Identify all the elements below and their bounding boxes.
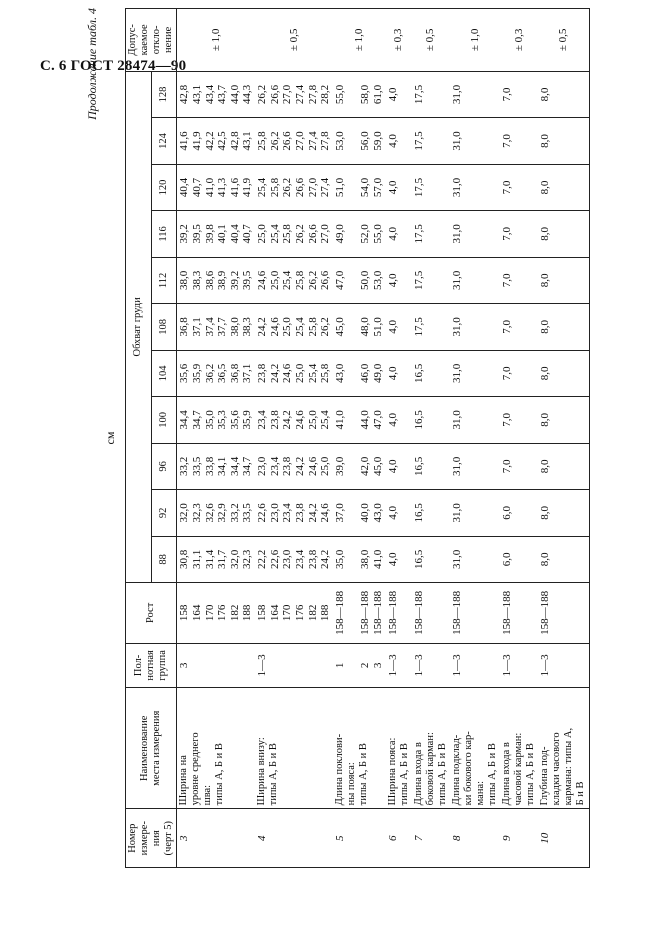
row-tolerance: ± 0,5 bbox=[538, 9, 589, 72]
row-value-100: 34,4 34,7 35,0 35,3 35,6 35,9 bbox=[177, 397, 255, 443]
header-size-88: 88 bbox=[151, 536, 177, 582]
row-value-100: 4,0 bbox=[386, 397, 412, 443]
table-row bbox=[500, 9, 538, 868]
row-name: Ширина на уровне среднего шва: типы А, Б и В bbox=[177, 688, 255, 809]
row-value-104: 43,0 46,0 49,0 bbox=[333, 350, 386, 396]
row-value-128: 55,0 58,0 61,0 bbox=[333, 71, 386, 117]
row-value-88: 8,0 bbox=[538, 536, 589, 582]
row-value-100: 16,5 bbox=[412, 397, 450, 443]
row-group: 3 bbox=[177, 643, 255, 687]
row-value-88: 35,0 38,0 41,0 bbox=[333, 536, 386, 582]
row-value-108: 8,0 bbox=[538, 304, 589, 350]
row-value-108: 4,0 bbox=[386, 304, 412, 350]
row-tolerance: ± 0,3 bbox=[386, 9, 412, 72]
row-value-96: 7,0 bbox=[500, 443, 538, 489]
header-size-108: 108 bbox=[151, 304, 177, 350]
row-value-124: 4,0 bbox=[386, 118, 412, 164]
row-value-100: 23,4 23,8 24,2 24,6 25,0 25,4 bbox=[255, 397, 333, 443]
rotated-table-region bbox=[85, 8, 625, 868]
row-value-120: 40,4 40,7 41,0 41,3 41,6 41,9 bbox=[177, 164, 255, 210]
row-value-88: 6,0 bbox=[500, 536, 538, 582]
row-value-96: 23,0 23,4 23,8 24,2 24,6 25,0 bbox=[255, 443, 333, 489]
row-value-104: 8,0 bbox=[538, 350, 589, 396]
row-value-96: 4,0 bbox=[386, 443, 412, 489]
header-size-92: 92 bbox=[151, 490, 177, 536]
row-value-88: 30,8 31,1 31,4 31,7 32,0 32,3 bbox=[177, 536, 255, 582]
row-number: 6 bbox=[386, 809, 412, 868]
row-name: Ширина внизу: типы А, Б и В bbox=[255, 688, 333, 809]
header-group: Пол- нотная группа bbox=[126, 643, 177, 687]
row-value-120: 25,4 25,8 26,2 26,6 27,0 27,4 bbox=[255, 164, 333, 210]
header-size-128: 128 bbox=[151, 71, 177, 117]
row-value-120: 4,0 bbox=[386, 164, 412, 210]
header-tolerance: Допус- каемое откло- нение bbox=[126, 9, 177, 72]
row-value-128: 17,5 bbox=[412, 71, 450, 117]
table-row bbox=[450, 9, 500, 868]
row-tolerance: ± 1,0 bbox=[450, 9, 500, 72]
row-group: 1—3 bbox=[538, 643, 589, 687]
row-value-112: 31,0 bbox=[450, 257, 500, 303]
header-size-112: 112 bbox=[151, 257, 177, 303]
row-value-116: 25,0 25,4 25,8 26,2 26,6 27,0 bbox=[255, 211, 333, 257]
row-value-108: 31,0 bbox=[450, 304, 500, 350]
row-number: 3 bbox=[177, 809, 255, 868]
row-value-124: 53,0 56,0 59,0 bbox=[333, 118, 386, 164]
row-value-128: 31,0 bbox=[450, 71, 500, 117]
row-value-116: 8,0 bbox=[538, 211, 589, 257]
table-row bbox=[412, 9, 450, 868]
row-number: 4 bbox=[255, 809, 333, 868]
row-value-108: 45,0 48,0 51,0 bbox=[333, 304, 386, 350]
row-number: 8 bbox=[450, 809, 500, 868]
row-name: Длина подклад- ки бокового кар- мана: типы А, Б и В bbox=[450, 688, 500, 809]
row-tolerance: ± 0,3 bbox=[500, 9, 538, 72]
row-value-96: 31,0 bbox=[450, 443, 500, 489]
row-value-128: 42,8 43,1 43,4 43,7 44,0 44,3 bbox=[177, 71, 255, 117]
header-size-100: 100 bbox=[151, 397, 177, 443]
table-row bbox=[386, 9, 412, 868]
row-value-88: 16,5 bbox=[412, 536, 450, 582]
row-value-96: 39,0 42,0 45,0 bbox=[333, 443, 386, 489]
row-value-92: 22,6 23,0 23,4 23,8 24,2 24,6 bbox=[255, 490, 333, 536]
row-value-112: 7,0 bbox=[500, 257, 538, 303]
row-value-104: 7,0 bbox=[500, 350, 538, 396]
row-value-108: 7,0 bbox=[500, 304, 538, 350]
row-value-116: 17,5 bbox=[412, 211, 450, 257]
header-chest: Обхват груди bbox=[126, 71, 152, 582]
header-height: Рост bbox=[126, 583, 177, 644]
row-value-124: 41,6 41,9 42,2 42,5 42,8 43,1 bbox=[177, 118, 255, 164]
row-value-128: 7,0 bbox=[500, 71, 538, 117]
row-group: 1—3 bbox=[386, 643, 412, 687]
row-value-96: 8,0 bbox=[538, 443, 589, 489]
row-group: 1—3 bbox=[412, 643, 450, 687]
table-header bbox=[126, 9, 177, 868]
measurement-table bbox=[125, 8, 590, 868]
table-row bbox=[538, 9, 589, 868]
row-value-116: 31,0 bbox=[450, 211, 500, 257]
table-row bbox=[255, 9, 333, 868]
row-value-104: 31,0 bbox=[450, 350, 500, 396]
row-tolerance: ± 1,0 bbox=[177, 9, 255, 72]
row-height: 158 164 170 176 182 188 bbox=[255, 583, 333, 644]
row-value-92: 8,0 bbox=[538, 490, 589, 536]
row-group: 1—3 bbox=[500, 643, 538, 687]
table-continuation-label: Продолжение табл. 4 bbox=[85, 8, 99, 120]
row-value-116: 39,2 39,5 39,8 40,1 40,4 40,7 bbox=[177, 211, 255, 257]
row-value-100: 41,0 44,0 47,0 bbox=[333, 397, 386, 443]
row-value-104: 16,5 bbox=[412, 350, 450, 396]
row-tolerance: ± 0,5 bbox=[255, 9, 333, 72]
row-value-124: 17,5 bbox=[412, 118, 450, 164]
row-value-120: 17,5 bbox=[412, 164, 450, 210]
row-height: 158—188 bbox=[538, 583, 589, 644]
row-tolerance: ± 1,0 bbox=[333, 9, 386, 72]
row-height: 158—188 bbox=[386, 583, 412, 644]
row-value-112: 8,0 bbox=[538, 257, 589, 303]
row-value-88: 31,0 bbox=[450, 536, 500, 582]
row-value-128: 4,0 bbox=[386, 71, 412, 117]
row-height: 158—188 158—188 158—188 bbox=[333, 583, 386, 644]
row-value-92: 32,0 32,3 32,6 32,9 33,2 33,5 bbox=[177, 490, 255, 536]
row-height: 158—188 bbox=[450, 583, 500, 644]
row-value-120: 51,0 54,0 57,0 bbox=[333, 164, 386, 210]
row-value-124: 7,0 bbox=[500, 118, 538, 164]
row-value-104: 35,6 35,9 36,2 36,5 36,8 37,1 bbox=[177, 350, 255, 396]
row-value-100: 8,0 bbox=[538, 397, 589, 443]
row-group: 1—3 bbox=[450, 643, 500, 687]
row-value-100: 31,0 bbox=[450, 397, 500, 443]
row-tolerance: ± 0,5 bbox=[412, 9, 450, 72]
row-name: Ширина пояса: типы А, Б и В bbox=[386, 688, 412, 809]
row-value-120: 7,0 bbox=[500, 164, 538, 210]
row-value-116: 4,0 bbox=[386, 211, 412, 257]
header-size-124: 124 bbox=[151, 118, 177, 164]
row-value-124: 25,8 26,2 26,6 27,0 27,4 27,8 bbox=[255, 118, 333, 164]
row-value-96: 16,5 bbox=[412, 443, 450, 489]
row-name: Длина входа в боковой карман: типы А, Б и В bbox=[412, 688, 450, 809]
row-value-108: 17,5 bbox=[412, 304, 450, 350]
header-size-120: 120 bbox=[151, 164, 177, 210]
row-group: 1—3 bbox=[255, 643, 333, 687]
row-value-120: 31,0 bbox=[450, 164, 500, 210]
row-value-124: 8,0 bbox=[538, 118, 589, 164]
row-value-120: 8,0 bbox=[538, 164, 589, 210]
row-group: 1 2 3 bbox=[333, 643, 386, 687]
page-header: С. 6 ГОСТ 28474—90 bbox=[40, 58, 187, 74]
table-row bbox=[177, 9, 255, 868]
header-name: Наименование места измерения bbox=[126, 688, 177, 809]
row-height: 158 164 170 176 182 188 bbox=[177, 583, 255, 644]
row-value-128: 26,2 26,6 27,0 27,4 27,8 28,2 bbox=[255, 71, 333, 117]
row-value-92: 37,0 40,0 43,0 bbox=[333, 490, 386, 536]
row-number: 10 bbox=[538, 809, 589, 868]
row-number: 9 bbox=[500, 809, 538, 868]
row-name: Длина поклови- ны пояса: типы А, Б и В bbox=[333, 688, 386, 809]
row-height: 158—188 bbox=[500, 583, 538, 644]
row-value-112: 17,5 bbox=[412, 257, 450, 303]
row-value-116: 49,0 52,0 55,0 bbox=[333, 211, 386, 257]
header-size-96: 96 bbox=[151, 443, 177, 489]
row-value-92: 31,0 bbox=[450, 490, 500, 536]
row-value-112: 47,0 50,0 53,0 bbox=[333, 257, 386, 303]
row-value-116: 7,0 bbox=[500, 211, 538, 257]
header-size-116: 116 bbox=[151, 211, 177, 257]
row-value-108: 24,2 24,6 25,0 25,4 25,8 26,2 bbox=[255, 304, 333, 350]
unit-label: см bbox=[103, 431, 117, 445]
row-value-88: 22,2 22,6 23,0 23,4 23,8 24,2 bbox=[255, 536, 333, 582]
header-size-104: 104 bbox=[151, 350, 177, 396]
header-num: Номер измере- ния (черт 5) bbox=[126, 809, 177, 868]
row-value-112: 4,0 bbox=[386, 257, 412, 303]
table-row bbox=[333, 9, 386, 868]
row-value-100: 7,0 bbox=[500, 397, 538, 443]
row-value-92: 16,5 bbox=[412, 490, 450, 536]
row-value-92: 4,0 bbox=[386, 490, 412, 536]
row-number: 5 bbox=[333, 809, 386, 868]
row-height: 158—188 bbox=[412, 583, 450, 644]
row-value-104: 4,0 bbox=[386, 350, 412, 396]
row-value-96: 33,2 33,5 33,8 34,1 34,4 34,7 bbox=[177, 443, 255, 489]
row-value-88: 4,0 bbox=[386, 536, 412, 582]
row-name: Длина входа в часовой карман: типы А, Б и В bbox=[500, 688, 538, 809]
row-number: 7 bbox=[412, 809, 450, 868]
table-body bbox=[177, 9, 589, 868]
row-value-112: 24,6 25,0 25,4 25,8 26,2 26,6 bbox=[255, 257, 333, 303]
row-value-128: 8,0 bbox=[538, 71, 589, 117]
row-value-112: 38,0 38,3 38,6 38,9 39,2 39,5 bbox=[177, 257, 255, 303]
row-value-104: 23,8 24,2 24,6 25,0 25,4 25,8 bbox=[255, 350, 333, 396]
row-name: Глубина под- кладки часового кармана: типы А, Б и В bbox=[538, 688, 589, 809]
row-value-124: 31,0 bbox=[450, 118, 500, 164]
row-value-108: 36,8 37,1 37,4 37,7 38,0 38,3 bbox=[177, 304, 255, 350]
row-value-92: 6,0 bbox=[500, 490, 538, 536]
